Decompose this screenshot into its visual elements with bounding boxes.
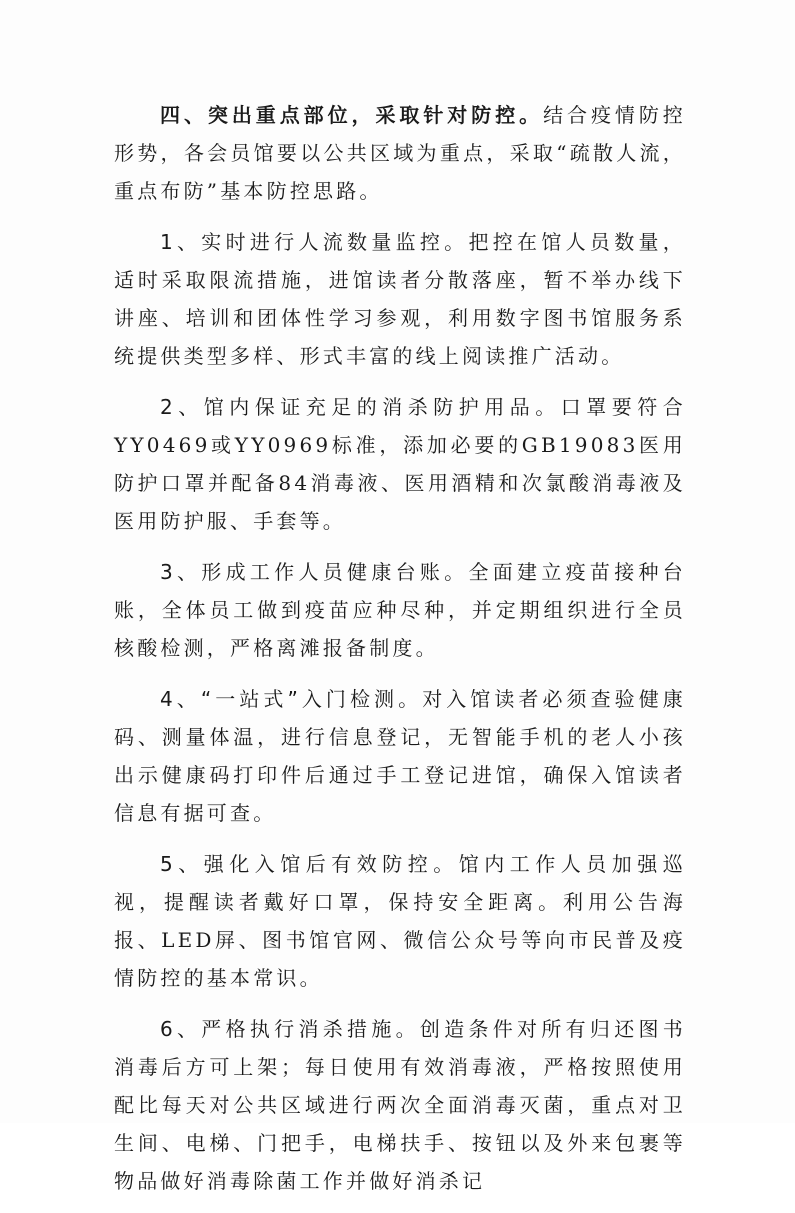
section-heading: 四、突出重点部位，采取针对防控。 bbox=[160, 103, 544, 127]
item-text-2: 口罩要符合YY0469或YY0969标准，添加必要的GB19083医用防护口罩并配备84消毒液、医用酒精和次氯酸消毒液及医用防护服、手套等。 bbox=[114, 395, 686, 533]
section-text: 结合疫情防控形势，各会员馆要以公共区域为重点，采取“疏散人流，重点布防”基本防控思路。 bbox=[114, 103, 687, 203]
item-paragraph-5 bbox=[114, 845, 686, 997]
item-title-4: 4、“一站式”入门检测。 bbox=[160, 687, 423, 711]
item-text-4: 对入馆读者必须查验健康码、测量体温，进行信息登记，无智能手机的老人小孩出示健康码打印件后通过手工登记进馆，确保入馆读者信息有据可查。 bbox=[114, 687, 686, 825]
section-paragraph bbox=[114, 96, 686, 210]
item-title-6: 6、严格执行消杀措施。 bbox=[160, 1017, 420, 1041]
item-title-1: 1、实时进行人流数量监控。 bbox=[160, 230, 469, 254]
item-paragraph-4 bbox=[114, 680, 686, 832]
item-title-5: 5、强化入馆后有效防控。 bbox=[160, 852, 459, 876]
item-paragraph-2 bbox=[114, 388, 686, 540]
document-body bbox=[114, 96, 686, 1213]
item-text-3: 全面建立疫苗接种台账，全体员工做到疫苗应种尽种，并定期组织进行全员核酸检测，严格离滩报备制度。 bbox=[114, 560, 686, 660]
item-text-6: 创造条件对所有归还图书消毒后方可上架；每日使用有效消毒液，严格按照使用配比每天对公共区域进行两次全面消毒灭菌，重点对卫生间、电梯、门把手，电梯扶手、按钮以及外来包裹等物品做好消毒除菌工作并做好消杀记 bbox=[114, 1017, 686, 1193]
item-paragraph-1 bbox=[114, 223, 686, 375]
item-title-2: 2、馆内保证充足的消杀防护用品。 bbox=[160, 395, 561, 419]
item-text-1: 把控在馆人员数量，适时采取限流措施，进馆读者分散落座，暂不举办线下讲座、培训和团体性学习参观，利用数字图书馆服务系统提供类型多样、形式丰富的线上阅读推广活动。 bbox=[114, 230, 686, 368]
item-paragraph-3 bbox=[114, 553, 686, 667]
item-text-5: 馆内工作人员加强巡视，提醒读者戴好口罩，保持安全距离。利用公告海报、LED屏、图书馆官网、微信公众号等向市民普及疫情防控的基本常识。 bbox=[114, 852, 686, 990]
item-title-3: 3、形成工作人员健康台账。 bbox=[160, 560, 469, 584]
item-paragraph-6 bbox=[114, 1010, 686, 1200]
